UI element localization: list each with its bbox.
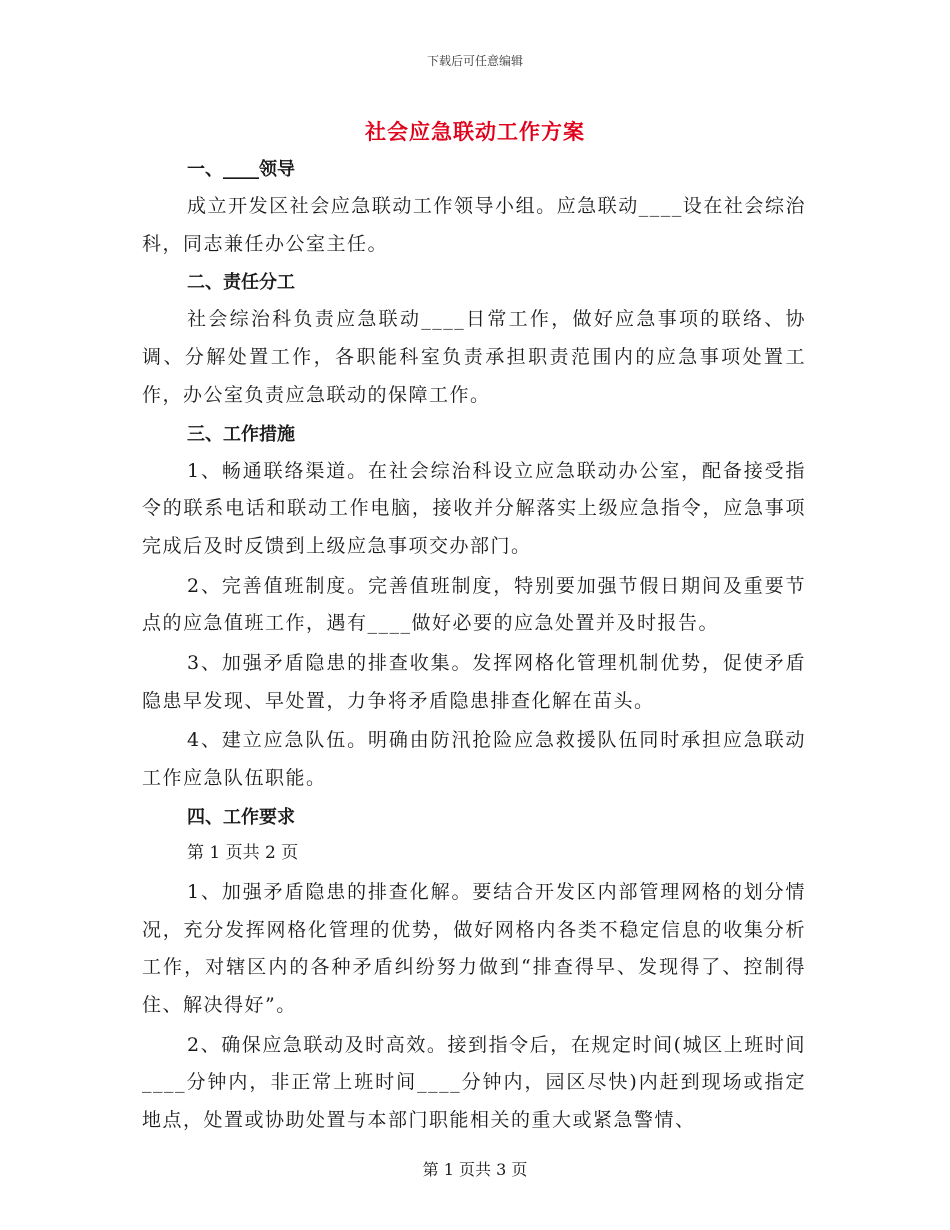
paragraph: 成立开发区社会应急联动工作领导小组。应急联动____设在社会综治科，同志兼任办公室主任。 [142,195,806,255]
paragraph: 1、畅通联络渠道。在社会综治科设立应急联动办公室，配备接受指令的联系电话和联动工作电脑，接收并分解落实上级应急指令，应急事项完成后及时反馈到上级应急事项交办部门。 [142,459,806,557]
section-heading-2: 二、责任分工 [187,272,295,294]
document-title: 社会应急联动工作方案 [365,119,585,144]
page-footer: 第 1 页共 3 页 [422,1160,528,1179]
paragraph: 3、加强矛盾隐患的排查收集。发挥网格化管理机制优势，促使矛盾隐患早发现、早处置，力争将矛盾隐患排查化解在苗头。 [142,652,806,712]
section-heading-4: 四、工作要求 [187,806,295,828]
section-heading-3: 三、工作措施 [187,423,295,445]
paragraph: 1、加强矛盾隐患的排查化解。要结合开发区内部管理网格的划分情况，充分发挥网格化管理的优势，做好网格内各类不稳定信息的收集分析工作，对辖区内的各种矛盾纠纷努力做到“排查得早、发现得了、控制得住、解决得好”。 [142,880,806,1016]
paragraph: 社会综治科负责应急联动____日常工作，做好应急事项的联络、协调、分解处置工作，各职能科室负责承担职责范围内的应急事项处置工作，办公室负责应急联动的保障工作。 [142,308,806,406]
document-body [142,152,806,1142]
paragraph: 2、确保应急联动及时高效。接到指令后，在规定时间(城区上班时间____分钟内，非正常上班时间____分钟内，园区尽快)内赶到现场或指定地点，处置或协助处置与本部门职能相关的重大或紧急警情、 [142,1033,806,1132]
paragraph: 2、完善值班制度。完善值班制度，特别要加强节假日期间及重要节点的应急值班工作，遇有____做好必要的应急处置并及时报告。 [142,574,806,635]
paragraph: 4、建立应急队伍。明确由防汛抢险应急救援队伍同时承担应急联动工作应急队伍职能。 [142,729,806,790]
inline-page-number: 第 1 页共 2 页 [187,842,299,863]
header-note: 下载后可任意编辑 [426,54,523,68]
section-heading-1: 一、____领导 [187,159,295,180]
